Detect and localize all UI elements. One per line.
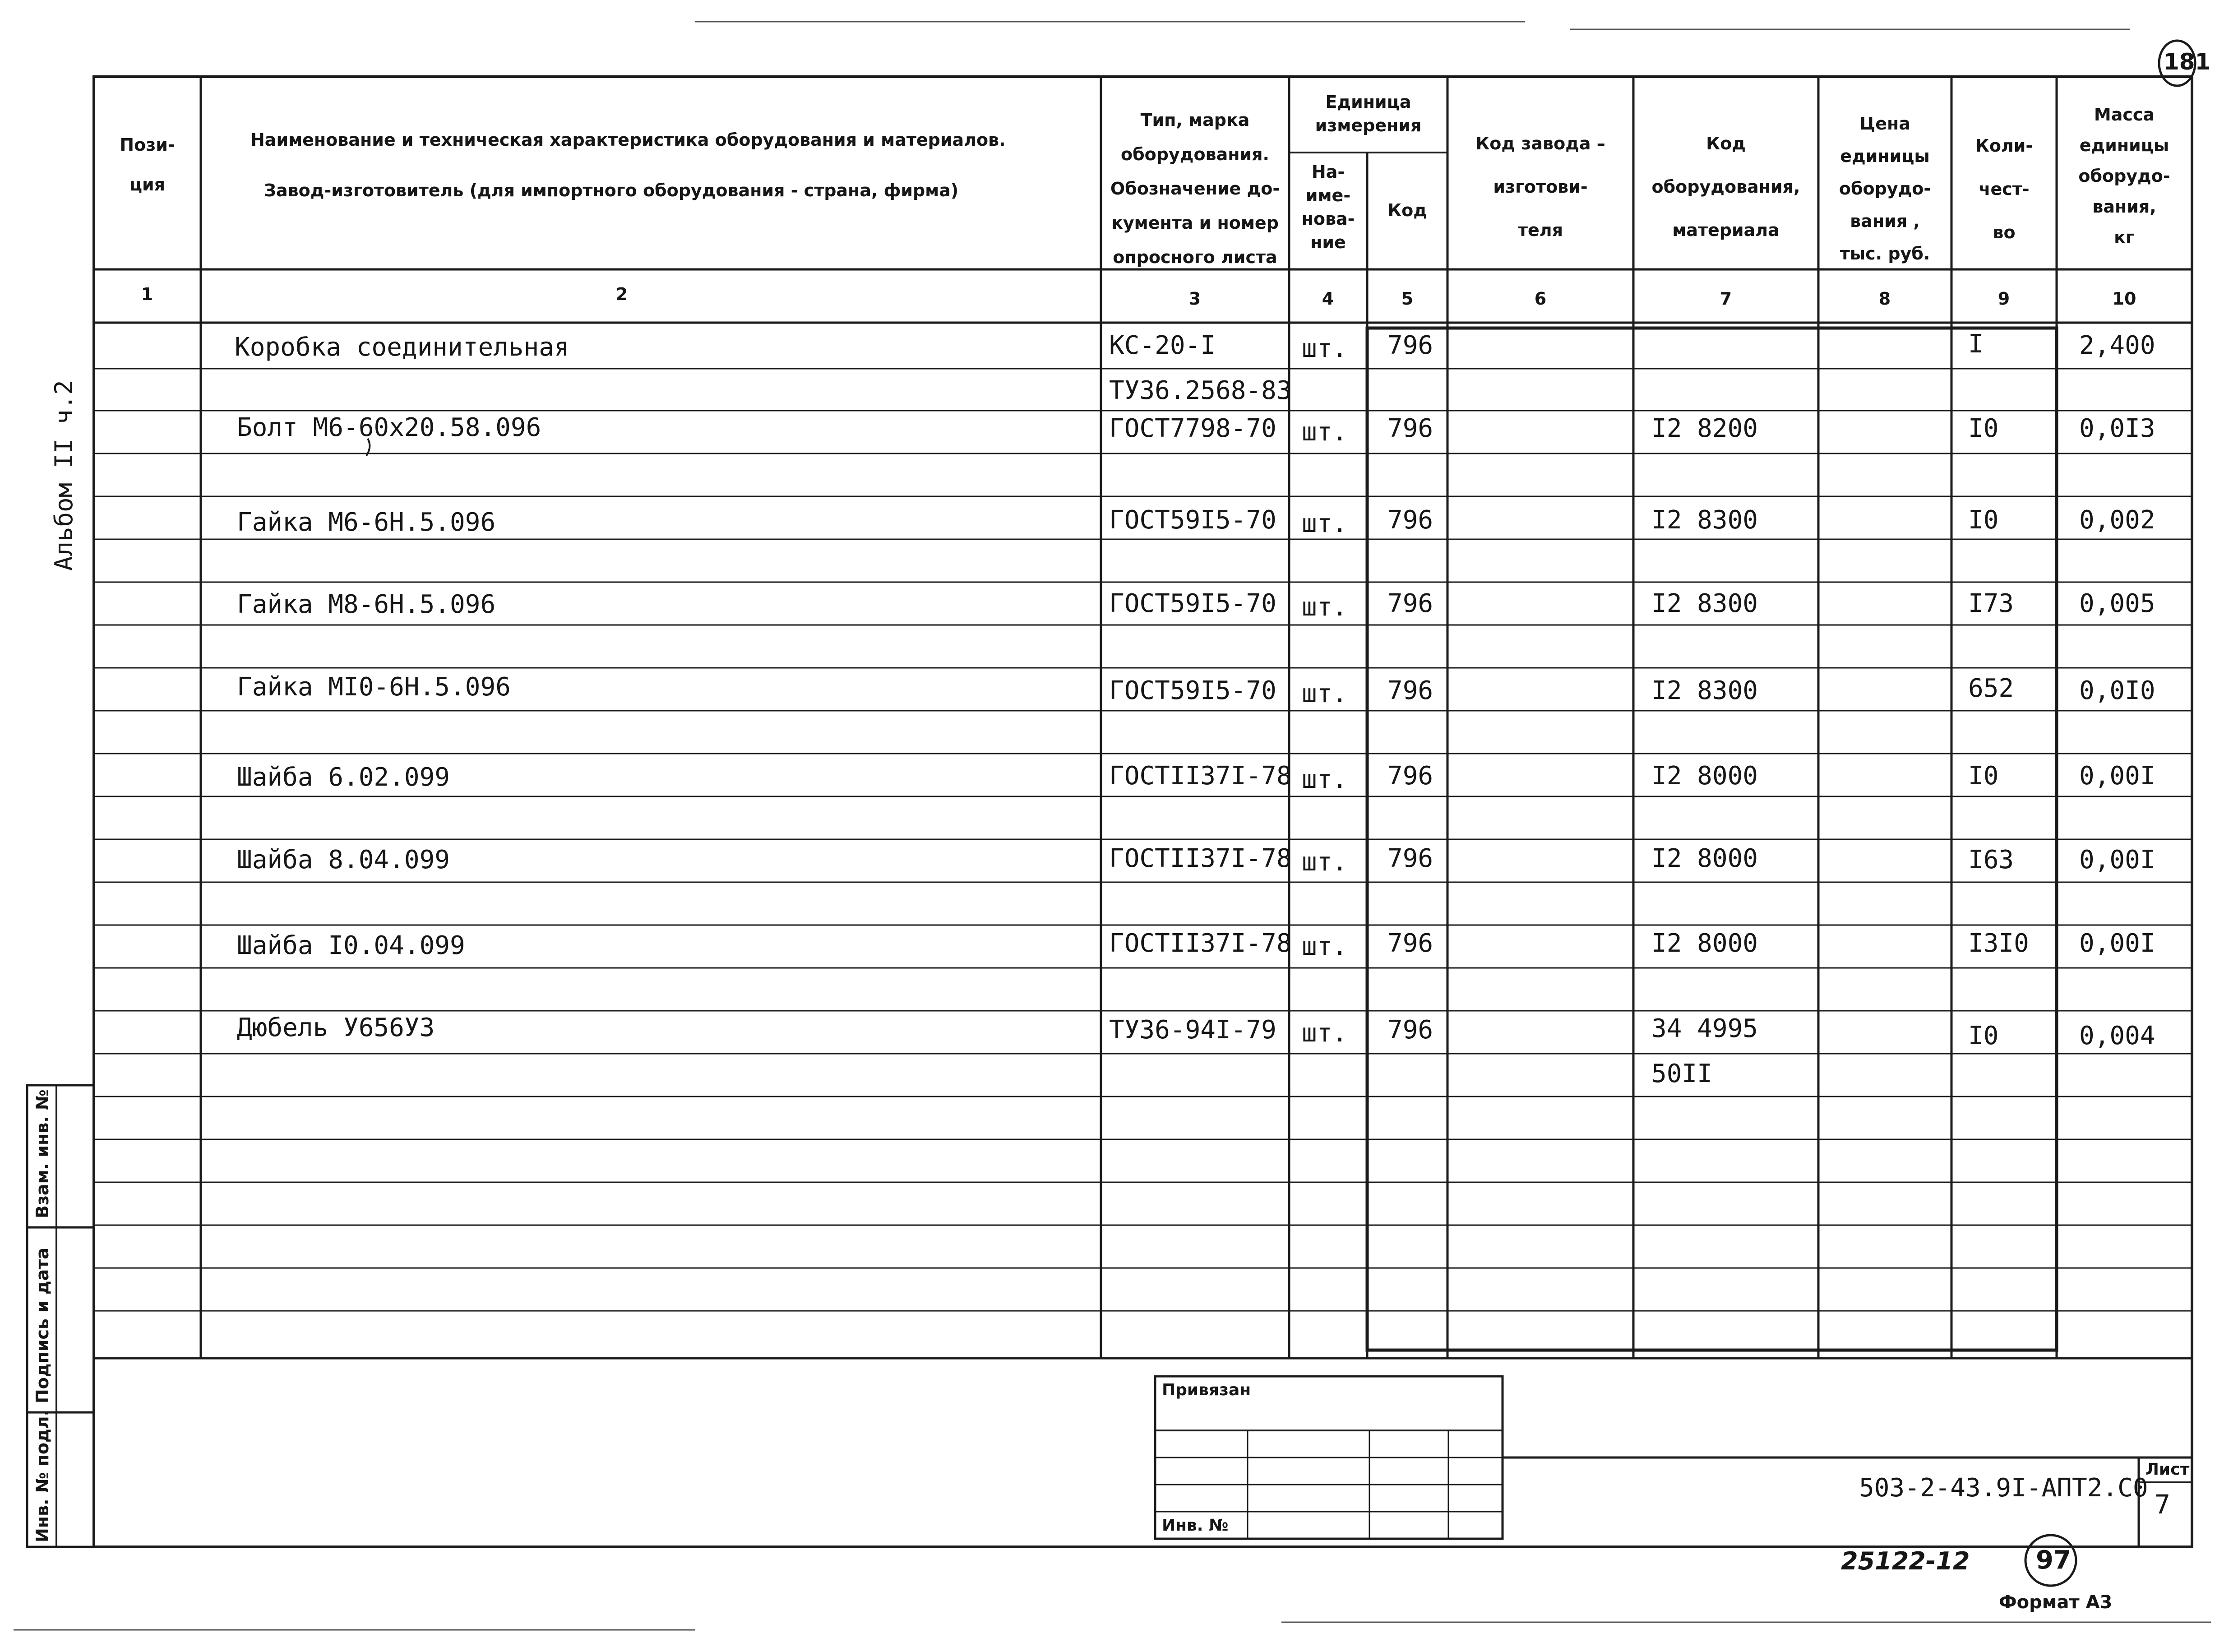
header-quantity: Коли- чест- во	[1975, 136, 2033, 242]
item-type: ГОСТ59I5-70	[1109, 505, 1276, 535]
item-quantity: I73	[1968, 589, 2014, 618]
column-number: 4	[1322, 289, 1334, 309]
document-code: 503-2-43.9I-АПТ2.С0	[1859, 1473, 2148, 1503]
item-mass: 2,400	[2079, 331, 2155, 360]
item-unit-code: 796	[1387, 761, 1433, 791]
item-unit-code: 796	[1387, 676, 1433, 705]
sheet-label: Лист	[2146, 1460, 2190, 1479]
item-equipment-code: I2 8300	[1651, 505, 1758, 535]
item-type: ГОСТ59I5-70	[1109, 589, 1276, 618]
item-name: Болт М6-60х20.58.096	[237, 413, 541, 442]
podpis-data-label: Подпись и дата	[32, 1247, 52, 1403]
item-type: ТУ36-94I-79	[1109, 1015, 1276, 1045]
item-name: Шайба 8.04.099	[237, 845, 450, 875]
item-type: ГОСТII37I-78	[1109, 929, 1292, 958]
item-unit: шт.	[1302, 679, 1348, 708]
column-number: 6	[1534, 289, 1547, 309]
column-number: 3	[1188, 289, 1201, 309]
item-quantity: I0	[1968, 1021, 1999, 1050]
item-type: КС-20-I	[1109, 331, 1216, 360]
item-unit-code: 796	[1387, 589, 1433, 618]
item-type: ГОСТII37I-78	[1109, 761, 1292, 791]
album-label: Альбом II ч.2	[50, 380, 78, 571]
item-unit-code: 796	[1387, 844, 1433, 873]
item-name: Шайба I0.04.099	[237, 931, 465, 960]
vzam-inv-label: Взам. инв. №	[32, 1089, 52, 1218]
column-number: 9	[1998, 289, 2010, 309]
item-unit-code: 796	[1387, 929, 1433, 958]
item-unit: шт.	[1302, 847, 1348, 877]
column-number: 5	[1401, 289, 1414, 309]
item-mass: 0,005	[2079, 589, 2155, 618]
item-mass: 0,0I0	[2079, 676, 2155, 705]
item-unit-code: 796	[1387, 331, 1433, 360]
header-name: Наименование и техническая характеристика оборудования и материалов. Завод-изготовитель (для импортного оборудования - страна, фирма)	[250, 130, 1006, 200]
item-name: Шайба 6.02.099	[237, 763, 450, 792]
item-type: ГОСТII37I-78	[1109, 844, 1292, 873]
item-quantity: I3I0	[1968, 929, 2029, 958]
header-type: Тип, марка оборудования. Обозначение до- кумента и номер опросного листа	[1110, 110, 1280, 267]
column-number: 10	[2112, 289, 2136, 309]
item-name: Гайка М6-6Н.5.096	[237, 508, 496, 537]
item-quantity: I0	[1968, 761, 1999, 791]
item-unit-code: 796	[1387, 1015, 1433, 1045]
item-type: ГОСТ59I5-70	[1109, 676, 1276, 705]
page-number-handwritten: 181	[2164, 49, 2211, 75]
header-mass: Масса единицы оборудо- вания, кг	[2078, 105, 2170, 247]
item-unit: шт.	[1302, 417, 1348, 447]
item-unit: шт.	[1302, 509, 1348, 538]
item-unit-code: 796	[1387, 505, 1433, 535]
item-mass: 0,002	[2079, 505, 2155, 535]
item-mass: 0,00I	[2079, 761, 2155, 791]
item-unit: шт.	[1302, 765, 1348, 794]
item-equipment-code: I2 8000	[1651, 844, 1758, 873]
item-quantity: I63	[1968, 845, 2014, 875]
item-name: Гайка М8-6Н.5.096	[237, 590, 496, 619]
header-factory-code: Код завода – изготови- теля	[1475, 134, 1605, 240]
item-quantity: I0	[1968, 505, 1999, 535]
column-number: 7	[1720, 289, 1732, 309]
item-unit: шт.	[1302, 334, 1348, 363]
header-position: Пози- ция	[120, 135, 175, 194]
header-unit-code: Код	[1387, 200, 1427, 220]
item-equipment-code: 34 4995	[1651, 1014, 1758, 1043]
inv-podl-label: Инв. № подл.	[32, 1409, 52, 1542]
item-name: Коробка соединительная	[235, 333, 569, 362]
header-unit-name: На- име- нова- ние	[1301, 162, 1355, 252]
item-mass: 0,004	[2079, 1021, 2155, 1050]
item-equipment-code: I2 8300	[1651, 676, 1758, 705]
inv-no-label: Инв. №	[1162, 1516, 1229, 1535]
item-quantity: 652	[1968, 674, 2014, 703]
item-quantity: I	[1968, 329, 1984, 359]
header-equipment-code: Код оборудования, материала	[1651, 134, 1800, 240]
header-price: Цена единицы оборудо- вания , тыс. руб.	[1839, 114, 1931, 264]
item-mass: 0,0I3	[2079, 414, 2155, 443]
item-equipment-code: I2 8200	[1651, 414, 1758, 443]
item-mass: 0,00I	[2079, 929, 2155, 958]
item-name: Гайка МI0-6Н.5.096	[237, 672, 511, 702]
item-equipment-code: I2 8000	[1651, 929, 1758, 958]
item-unit: шт.	[1302, 932, 1348, 961]
item-mass: 0,00I	[2079, 845, 2155, 875]
format-label: Формат А3	[1999, 1592, 2113, 1613]
column-number: 2	[615, 284, 628, 304]
item-name: Дюбель У656У3	[237, 1013, 435, 1042]
sheet-circle-number: 97	[2036, 1546, 2071, 1575]
column-number: 8	[1878, 289, 1891, 309]
item-equipment-code: 50II	[1651, 1059, 1712, 1088]
item-unit-code: 796	[1387, 414, 1433, 443]
item-unit: шт.	[1302, 1018, 1348, 1048]
item-type: ТУ36.2568-83	[1109, 376, 1292, 405]
privyazan-label: Привязан	[1162, 1381, 1251, 1399]
item-equipment-code: I2 8000	[1651, 761, 1758, 791]
column-number: 1	[141, 284, 153, 304]
item-type: ГОСТ7798-70	[1109, 414, 1276, 443]
item-equipment-code: I2 8300	[1651, 589, 1758, 618]
header-unit-group: Единица измерения	[1315, 92, 1422, 135]
item-quantity: I0	[1968, 414, 1999, 443]
bottom-number-handwritten: 25122-12	[1841, 1547, 1970, 1575]
sheet-number: 7	[2155, 1489, 2170, 1520]
item-unit: шт.	[1302, 592, 1348, 622]
